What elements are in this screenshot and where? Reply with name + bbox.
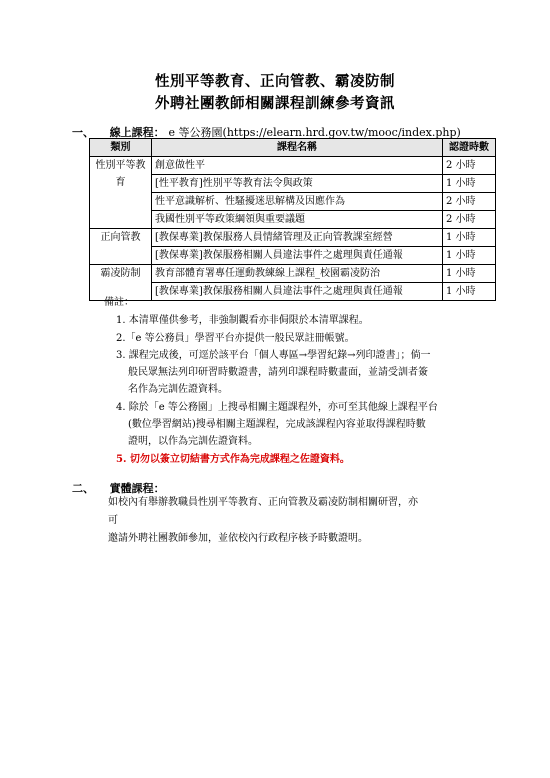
notes-label: 備註：	[104, 297, 134, 308]
table-header-row	[90, 139, 496, 157]
hours-cell: 1 小時	[443, 265, 496, 283]
category-cell: 霸凌防制	[90, 265, 152, 301]
hours-cell: 2 小時	[443, 211, 496, 229]
paragraph-line: 邀請外聘社團教師參加，並依校內行政程序核予時數證明。	[108, 533, 368, 544]
hours-cell: 1 小時	[443, 229, 496, 247]
note-line: 3. 課程完成後，可逕於該平台「個人專區→學習紀錄→列印證書」；倘一	[116, 349, 431, 361]
note-item	[104, 330, 456, 347]
note-line: (數位學習網站)搜尋相關主題課程，完成該課程內容並取得課程時數	[128, 419, 426, 431]
section1-label: 線上課程：	[109, 126, 165, 139]
course-name-cell: [教保專業]教保服務人員情緒管理及正向管教課室經營	[152, 229, 443, 247]
paragraph-line: 如校內有舉辦教職員性別平等教育、正向管教及霸凌防制相關研習，亦可	[108, 497, 418, 526]
hours-cell: 1 小時	[443, 283, 496, 301]
note-item-warning	[104, 451, 456, 468]
hours-cell: 1 小時	[443, 247, 496, 265]
course-name-cell: 創意做性平	[152, 157, 443, 175]
note-line: 1. 本清單僅供參考，非強制觀看亦非侷限於本清單課程。	[116, 315, 369, 327]
document-title-line1: 性別平等教育、正向管教、霸凌防制	[155, 73, 395, 90]
note-line: 4. 除於「e 等公務園」上搜尋相關主題課程外，亦可至其他線上課程平台	[116, 401, 438, 413]
category-cell: 性別平等教育	[90, 157, 152, 229]
course-name-cell: [教保專業]教保服務相關人員違法事件之處理與責任通報	[152, 283, 443, 301]
note-item	[104, 347, 456, 399]
hours-cell: 2 小時	[443, 193, 496, 211]
course-name-cell: 我國性別平等政策綱領與重要議題	[152, 211, 443, 229]
note-line: 名作為完訓佐證資料。	[128, 384, 228, 396]
header-course-name: 課程名稱	[152, 139, 443, 157]
elearn-link[interactable]: e 等公務園(https://elearn.hrd.gov.tw/mooc/index.php)	[168, 126, 461, 139]
hours-cell: 2 小時	[443, 157, 496, 175]
note-line: 5. 切勿以簽立切結書方式作為完成課程之佐證資料。	[116, 453, 350, 465]
section2-number: 二、	[72, 482, 94, 495]
note-line: 般民眾無法列印研習時數證書，請列印課程時數畫面，並請受訓者簽	[128, 367, 428, 379]
hours-cell: 1 小時	[443, 175, 496, 193]
table-row	[90, 157, 496, 175]
course-table	[89, 138, 496, 301]
section2-label: 實體課程：	[109, 482, 165, 495]
note-line: 2.「e 等公務員」學習平台亦提供一般民眾註冊帳號。	[116, 332, 355, 344]
notes-block	[104, 294, 456, 468]
course-name-cell: [性平教育]性別平等教育法令與政策	[152, 175, 443, 193]
section2-paragraph	[108, 494, 426, 548]
document-title-line2: 外聘社團教師相關課程訓練參考資訊	[155, 95, 395, 112]
course-name-cell: 性平意識解析、性騷擾迷思解構及因應作為	[152, 193, 443, 211]
category-cell: 正向管教	[90, 229, 152, 265]
course-name-cell: [教保專業]教保服務相關人員違法事件之處理與責任通報	[152, 247, 443, 265]
section1-number: 一、	[72, 126, 94, 139]
note-item	[104, 399, 456, 451]
note-line: 證明，以作為完訓佐證資料。	[128, 436, 258, 448]
note-item	[104, 312, 456, 329]
header-category: 類別	[90, 139, 152, 157]
header-hours: 認證時數	[443, 139, 496, 157]
table-row	[90, 265, 496, 283]
course-name-cell: 教育部體育署專任運動教練線上課程_校園霸凌防治	[152, 265, 443, 283]
table-row	[90, 229, 496, 247]
